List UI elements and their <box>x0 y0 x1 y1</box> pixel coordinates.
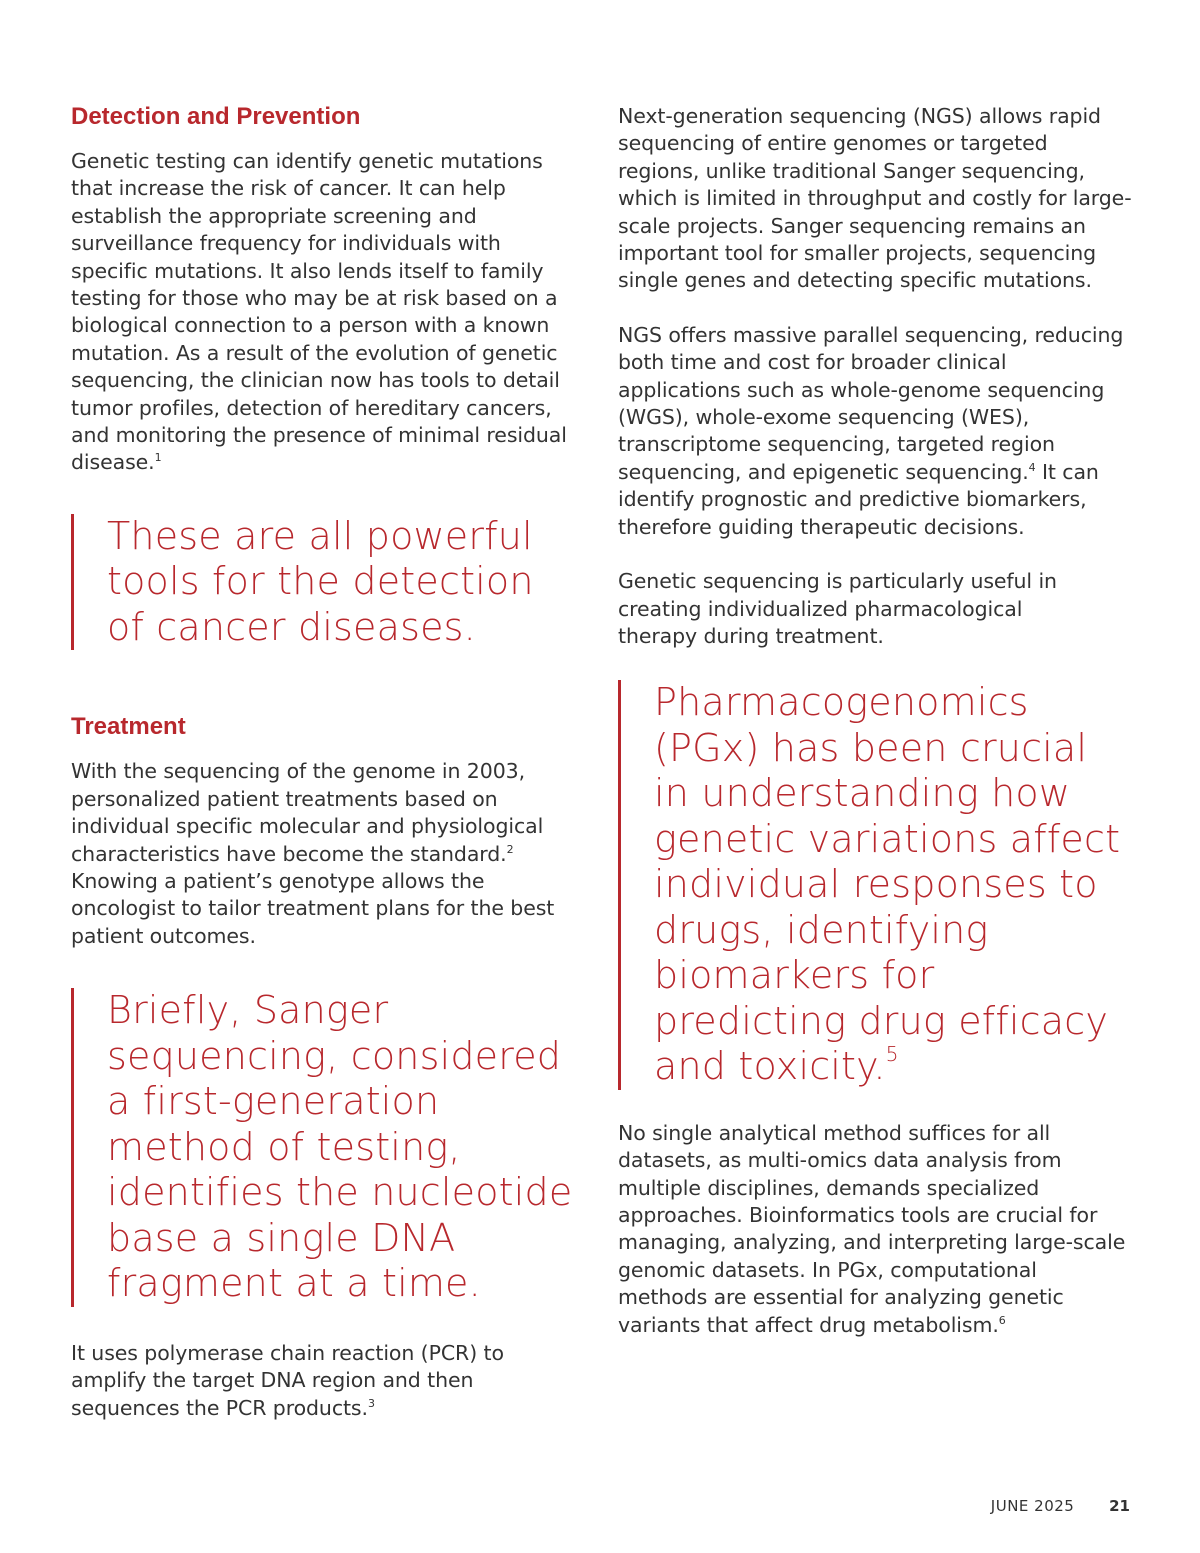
footnote-ref: 4 <box>1028 460 1036 474</box>
ngs-applications-paragraph: NGS offers massive parallel sequencing, reducing both time and cost for broader clinical applications such as whole-genome sequencing (WGS), whole-exome sequencing (WES), transcriptome sequencing, targeted region sequencing, and epigenetic sequencing.$^4$ It can identify prognostic and predictive biomarkers, therefore guiding therapeutic decisions. <box>618 322 1124 539</box>
page-number: 21 <box>1109 1497 1130 1515</box>
treatment-heading: Treatment <box>71 713 186 741</box>
detection-paragraph: Genetic testing can identify genetic mutations that increase the risk of cancer. It can help establish the appropriate screening and surveillance frequency for individuals with specific mutations. It also lends itself to family testing for those who may be at risk based on a biological connection to a person with a known mutation. As a result of the evolution of genetic sequencing, the clinician now has tools to detail tumor profiles, detection of hereditary cancers, and monitoring the presence of minimal residual disease.$^1$ <box>71 149 567 475</box>
ngs-paragraph: Next-generation sequencing (NGS) allows rapid sequencing of entire genomes or targeted regions, unlike traditional Sanger sequencing, which is limited in throughput and costly for large-scale projects. Sanger sequencing remains an important tool for smaller projects, sequencing single genes and detecting specific mutations. <box>618 104 1132 293</box>
left-column <box>71 100 583 1422</box>
detection-heading: Detection and Prevention <box>71 103 361 130</box>
pull-quote: These are all powerful tools for the detection of cancer diseases. <box>71 514 547 651</box>
right-column <box>618 100 1133 1339</box>
pcr-paragraph: It uses polymerase chain reaction (PCR) to amplify the target DNA region and then sequences the PCR products.$^3$ <box>71 1340 504 1420</box>
footnote-ref: 5 <box>885 1042 899 1067</box>
footnote-ref: 3 <box>367 1396 375 1410</box>
treatment-paragraph: With the sequencing of the genome in 2003, personalized patient treatments based on individual specific molecular and physiological characteristics have become the standard.$^2$ Knowing a patient’s genotype allows the oncologist to tailor treatment plans for the best patient outcomes. <box>71 759 555 948</box>
footnote-ref: 2 <box>506 842 514 856</box>
pull-quote: Briefly, Sanger sequencing, considered a first-generation method of testing, identifies the nucleotide base a single DNA fragment at a time. <box>71 988 577 1307</box>
issue-date: JUNE 2025 <box>990 1497 1075 1515</box>
page-footer <box>991 1497 1130 1515</box>
footnote-ref: 6 <box>998 1313 1006 1327</box>
multi-omics-paragraph: No single analytical method suffices for all datasets, as multi-omics data analysis from multiple disciplines, demands specialized approaches. Bioinformatics tools are crucial for managing, analyzing, and interpreting large-scale genomic datasets. In PGx, computational methods are essential for analyzing genetic variants that affect drug metabolism.$^6$ <box>618 1120 1126 1337</box>
pharmacology-paragraph: Genetic sequencing is particularly useful in creating individualized pharmacological therapy during treatment. <box>618 569 1057 648</box>
pull-quote: Pharmacogenomics (PGx) has been crucial in understanding how genetic variations affect individual responses to drugs, identifying biomarkers for predicting drug efficacy and toxicity.$^5$ <box>618 680 1134 1090</box>
footnote-ref: 1 <box>154 451 162 465</box>
